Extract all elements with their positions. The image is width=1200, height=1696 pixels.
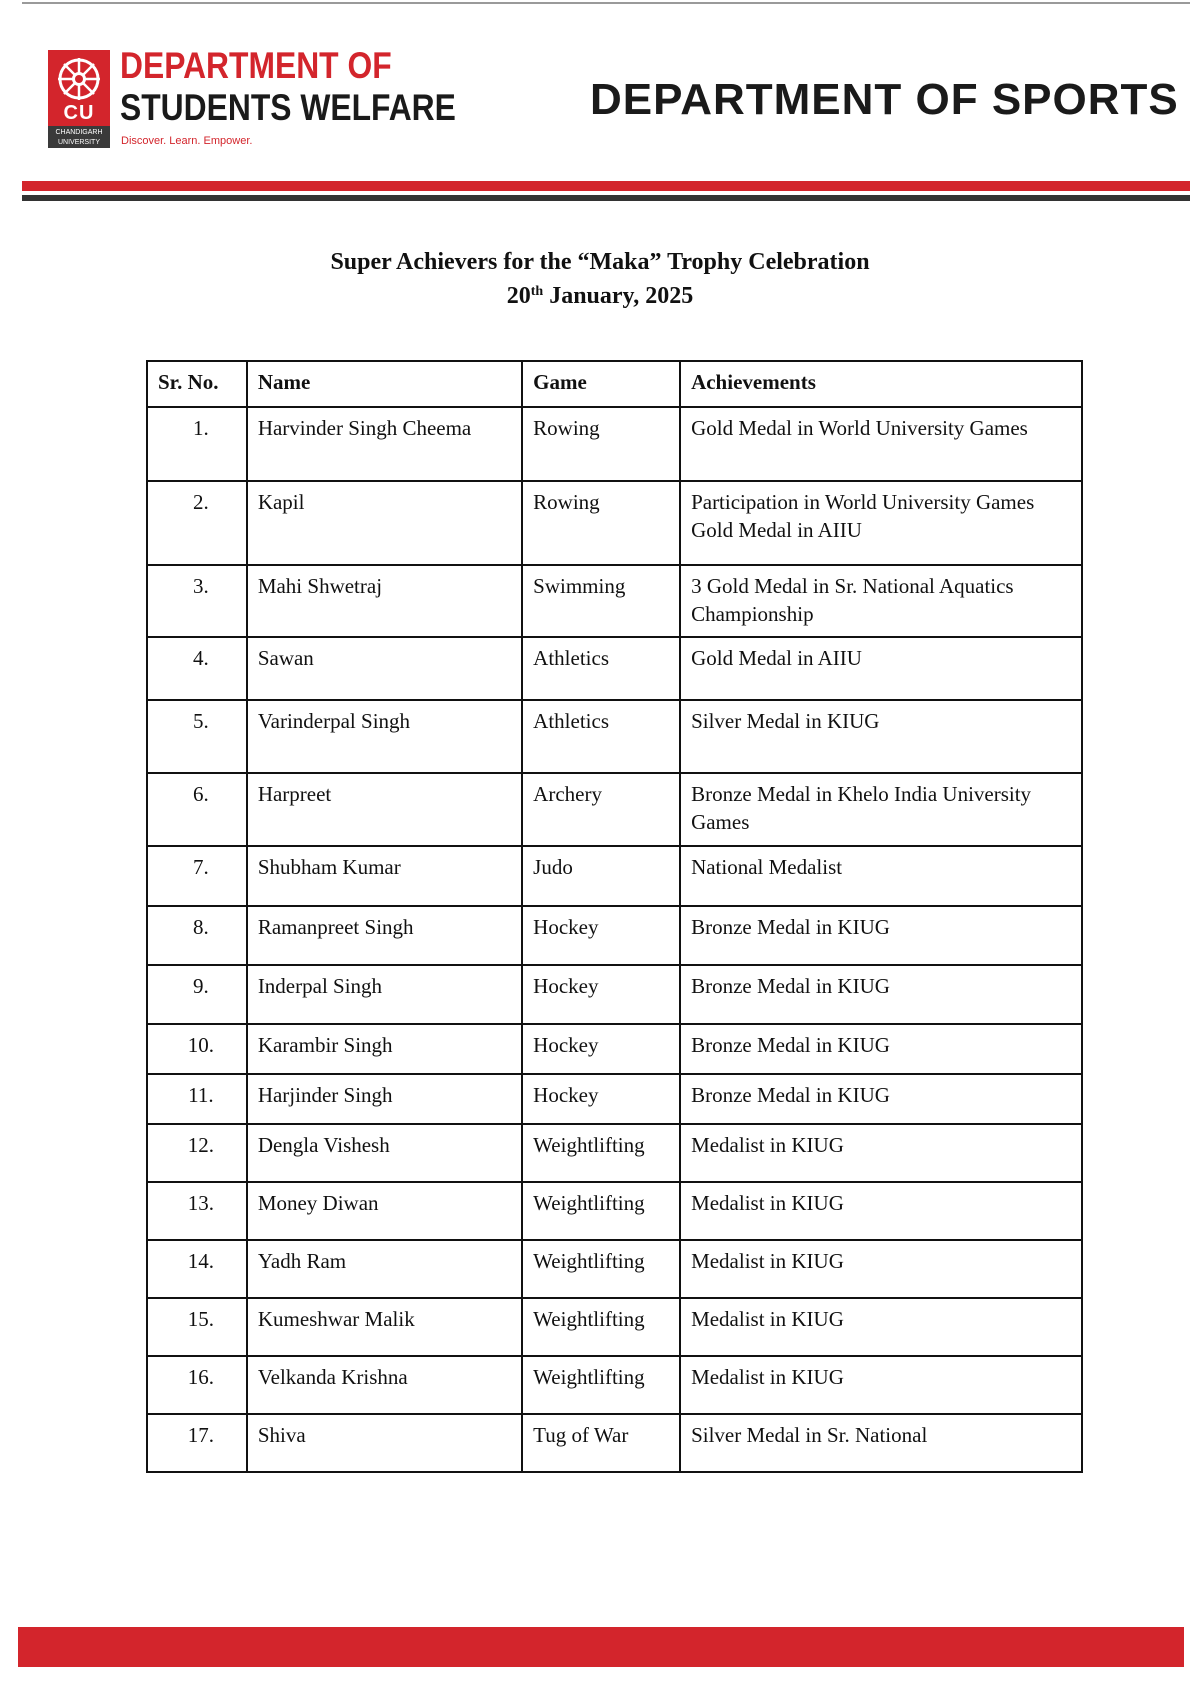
cell-achievements [680,565,1082,637]
department-title: DEPARTMENT OF SPORTS [590,75,1179,124]
cell-name: Karambir Singh [247,1024,522,1074]
achievers-table [146,360,1083,1473]
cell-achievements [680,846,1082,906]
table-row [147,1414,1082,1472]
header-game: Game [522,361,680,407]
table-row [147,906,1082,965]
table-row [147,407,1082,481]
cell-game: Weightlifting [522,1182,680,1240]
cell-sr-no: 10. [147,1024,247,1074]
cell-sr-no: 7. [147,846,247,906]
logo-emblem-text: CU [63,102,95,124]
table-row [147,1124,1082,1182]
wheel-emblem-icon [56,56,102,102]
cell-achievements [680,1240,1082,1298]
table-row [147,773,1082,846]
cell-achievements [680,965,1082,1024]
cell-name: Shubham Kumar [247,846,522,906]
date-suffix: th [530,284,544,299]
cell-achievements [680,481,1082,565]
achievement-line: Bronze Medal in KIUG [691,1083,890,1107]
cell-name: Mahi Shwetraj [247,565,522,637]
table-row [147,637,1082,700]
cell-name: Harvinder Singh Cheema [247,407,522,481]
logo-title-line1: DEPARTMENT OF [120,45,392,86]
cell-achievements [680,906,1082,965]
cell-achievements [680,1074,1082,1124]
table-row [147,565,1082,637]
document-date [0,279,1200,313]
cell-achievements [680,1182,1082,1240]
achievement-line: Medalist in KIUG [691,1191,844,1215]
cell-achievements [680,1356,1082,1414]
cell-game: Weightlifting [522,1124,680,1182]
cell-game: Tug of War [522,1414,680,1472]
achievement-line: Medalist in KIUG [691,1365,844,1389]
achievement-line: Medalist in KIUG [691,1249,844,1273]
header-achievements: Achievements [680,361,1082,407]
cell-game: Hockey [522,965,680,1024]
cell-achievements [680,700,1082,773]
logo-title-line2: STUDENTS WELFARE [120,87,456,128]
table-body [147,407,1082,1472]
table-row [147,1024,1082,1074]
achievement-line: 3 Gold Medal in Sr. National Aquatics Championship [691,574,1014,626]
cell-sr-no: 2. [147,481,247,565]
table-row [147,1298,1082,1356]
achievement-line: Bronze Medal in Khelo India University Games [691,782,1032,834]
cell-name: Money Diwan [247,1182,522,1240]
achievement-line: Silver Medal in Sr. National [691,1423,928,1447]
cell-sr-no: 16. [147,1356,247,1414]
cell-game: Hockey [522,906,680,965]
logo-university-name: CHANDIGARH UNIVERSITY [48,126,110,148]
cell-game: Hockey [522,1074,680,1124]
cell-sr-no: 5. [147,700,247,773]
cell-achievements [680,407,1082,481]
cell-name: Kumeshwar Malik [247,1298,522,1356]
cell-game: Hockey [522,1024,680,1074]
achievement-line: Silver Medal in KIUG [691,709,880,733]
achievement-line: Bronze Medal in KIUG [691,915,890,939]
cell-achievements [680,637,1082,700]
cell-game: Weightlifting [522,1298,680,1356]
table-row [147,1074,1082,1124]
cell-sr-no: 4. [147,637,247,700]
cell-game: Weightlifting [522,1356,680,1414]
cell-sr-no: 11. [147,1074,247,1124]
cell-sr-no: 17. [147,1414,247,1472]
cell-game: Rowing [522,481,680,565]
table-row [147,1240,1082,1298]
cell-sr-no: 15. [147,1298,247,1356]
date-rest: January, 2025 [543,283,694,309]
cell-game: Weightlifting [522,1240,680,1298]
cell-name: Yadh Ram [247,1240,522,1298]
cell-achievements [680,1414,1082,1472]
cell-sr-no: 14. [147,1240,247,1298]
table-row [147,965,1082,1024]
achievement-line: National Medalist [691,855,843,879]
cell-sr-no: 12. [147,1124,247,1182]
cell-game: Archery [522,773,680,846]
table-row [147,1356,1082,1414]
achievement-line: Gold Medal in AIIU [691,518,862,542]
footer-band [18,1627,1184,1667]
cell-sr-no: 9. [147,965,247,1024]
cell-name: Ramanpreet Singh [247,906,522,965]
cell-name: Kapil [247,481,522,565]
cell-game: Judo [522,846,680,906]
achievement-line: Bronze Medal in KIUG [691,1033,890,1057]
cell-game: Athletics [522,637,680,700]
cell-game: Rowing [522,407,680,481]
table-header-row [147,361,1082,407]
cell-name: Inderpal Singh [247,965,522,1024]
document-title: Super Achievers for the “Maka” Trophy Celebration [330,249,870,275]
header-sr-no: Sr. No. [147,361,247,407]
achievement-line: Medalist in KIUG [691,1133,844,1157]
cell-game: Athletics [522,700,680,773]
table-row [147,700,1082,773]
header-name: Name [247,361,522,407]
cell-name: Harjinder Singh [247,1074,522,1124]
cell-sr-no: 3. [147,565,247,637]
date-day: 20 [506,283,531,309]
cell-sr-no: 6. [147,773,247,846]
cell-name: Shiva [247,1414,522,1472]
cell-sr-no: 13. [147,1182,247,1240]
top-rule [22,2,1190,4]
cell-achievements [680,1024,1082,1074]
achievement-line: Bronze Medal in KIUG [691,974,890,998]
achievement-line: Medalist in KIUG [691,1307,844,1331]
cell-name: Dengla Vishesh [247,1124,522,1182]
cell-name: Sawan [247,637,522,700]
document-heading [0,245,1200,313]
table-row [147,846,1082,906]
cell-sr-no: 8. [147,906,247,965]
cell-game: Swimming [522,565,680,637]
header-band-dark [22,195,1190,201]
cell-name: Varinderpal Singh [247,700,522,773]
cell-achievements [680,1124,1082,1182]
logo-tagline: Discover. Learn. Empower. [121,135,253,147]
cell-sr-no: 1. [147,407,247,481]
achievement-line: Participation in World University Games [691,490,1035,514]
university-logo [48,50,110,148]
table-row [147,481,1082,565]
cell-name: Velkanda Krishna [247,1356,522,1414]
cell-achievements [680,1298,1082,1356]
achievement-line: Gold Medal in World University Games [691,416,1028,440]
achievement-line: Gold Medal in AIIU [691,646,862,670]
table-row [147,1182,1082,1240]
cell-name: Harpreet [247,773,522,846]
header-band-red [22,181,1190,191]
cell-achievements [680,773,1082,846]
